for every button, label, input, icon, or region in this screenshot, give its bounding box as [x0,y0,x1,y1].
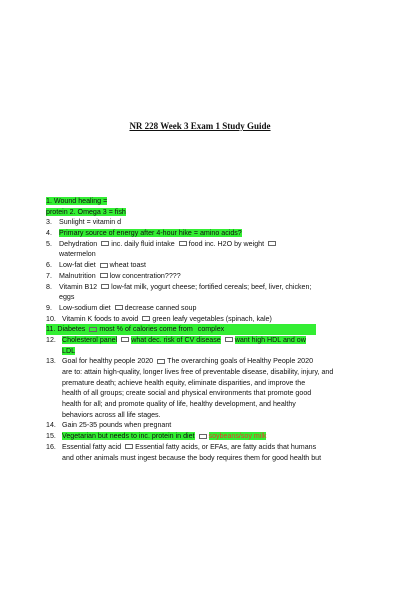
list-item [46,442,362,453]
list-item [46,239,362,250]
item-text: eggs [59,293,75,302]
list-item [46,303,362,314]
item-text: Primary source of energy after 4-hour hike = amino acids? [59,229,242,238]
item-text: Wound healing = [53,197,108,205]
list-item [46,431,362,442]
list-item [46,207,362,218]
list-item-continued [46,453,362,464]
list-item-continued [46,292,362,303]
list-item [46,324,362,335]
list-item [46,228,362,239]
item-term: Essential fatty acid [62,442,122,451]
list-item [46,420,362,431]
page-title: NR 228 Week 3 Exam 1 Study Guide [129,121,271,131]
item-text: protein 2. Omega 3 = fish [46,207,126,216]
item-number: 7. [46,271,52,280]
item-text: LDL [62,346,76,355]
list-item [46,196,362,207]
item-number: 11. [46,325,56,334]
item-text: Sunlight = vitamin d [59,218,122,227]
item-number: 13. [46,357,56,366]
item-number: 6. [46,261,52,270]
study-guide-list [46,196,362,463]
item-text: what dec. risk of CV disease [131,335,221,344]
item-number: 12. [46,335,56,344]
list-item-continued [46,399,362,410]
item-text: low concentration???? [109,271,181,280]
list-item-continued [46,388,362,399]
arrow-box-icon [125,444,133,449]
item-text-red: beans/soy milk [219,432,267,441]
item-text: health for all; and promote quality of life, healthy development, and healthy [62,400,296,409]
item-number: 8. [46,282,52,291]
arrow-box-icon [100,263,108,268]
arrow-box-icon [101,241,109,246]
arrow-box-icon [121,337,129,342]
item-text: food inc. H2O by weight [188,239,265,248]
arrow-box-icon [89,327,97,332]
item-text: Gain 25-35 pounds when pregnant [62,421,172,430]
arrow-box-icon [199,434,207,439]
arrow-box-icon [142,316,150,321]
item-number: 16. [46,442,56,451]
item-number: 3. [46,218,52,227]
list-item-continued [46,346,362,357]
item-text: low-fat milk, yogurt cheese; fortified cereals; beef, liver, chicken; [111,282,312,291]
item-text-red: soy [208,432,220,441]
arrow-box-icon [100,273,108,278]
arrow-box-icon [225,337,233,342]
item-term: Vitamin K foods to avoid [62,314,139,323]
item-number: 9. [46,303,52,312]
item-text: behaviors across all life stages. [62,410,161,419]
item-number: 5. [46,239,52,248]
arrow-box-icon [157,359,165,364]
item-number: 10. [46,314,56,323]
item-number: 4. [46,229,52,238]
item-text: green leafy vegetables (spinach, kale) [152,314,272,323]
item-text: and other animals must ingest because the body requires them for good health but [62,453,322,462]
item-text: decrease canned soup [124,303,197,312]
item-term: Cholesterol panel [62,335,118,344]
item-term: Vitamin B12 [59,282,98,291]
item-number: 1. [46,197,52,205]
item-text: premature death; achieve health equity, eliminate disparities, and improve the [62,378,306,387]
item-term: Low-fat diet [59,261,96,270]
item-term: Vegetarian but needs to inc. protein in diet [62,432,195,441]
list-item-continued [46,249,362,260]
list-item-continued [46,378,362,389]
list-item [46,282,362,293]
item-text: complex [197,325,225,334]
item-number: 15. [46,432,56,441]
item-text: inc. daily fluid intake [111,239,175,248]
list-item-continued [46,367,362,378]
list-item [46,356,362,367]
item-text: The overarching goals of Healthy People 2020 [167,357,314,366]
arrow-box-icon [101,284,109,289]
list-item [46,260,362,271]
item-term: Dehydration [59,239,98,248]
arrow-box-icon [115,305,123,310]
item-term: Malnutrition [59,271,96,280]
item-text: most % of calories come from [99,325,193,334]
list-item-continued [46,410,362,421]
item-term: Diabetes [57,325,86,334]
item-number: 14. [46,421,56,430]
list-item [46,217,362,228]
list-item [46,271,362,282]
list-item [46,335,362,346]
arrow-box-icon [268,241,276,246]
item-text: wheat toast [109,261,146,270]
arrow-box-icon [179,241,187,246]
item-text: want high HDL and ow [234,335,306,344]
item-text: Essential fatty acids, or EFAs, are fatty acids that humans [135,442,317,451]
item-text: watermelon [59,250,96,259]
list-item [46,314,362,325]
item-text: are to: attain high-quality, longer lives free of preventable disease, disability, injury, and [62,368,334,376]
item-text: health of all groups; create social and physical environments that promote good [62,389,312,398]
item-term: Goal for healthy people 2020 [62,357,154,366]
item-term: Low-sodium diet [59,303,111,312]
